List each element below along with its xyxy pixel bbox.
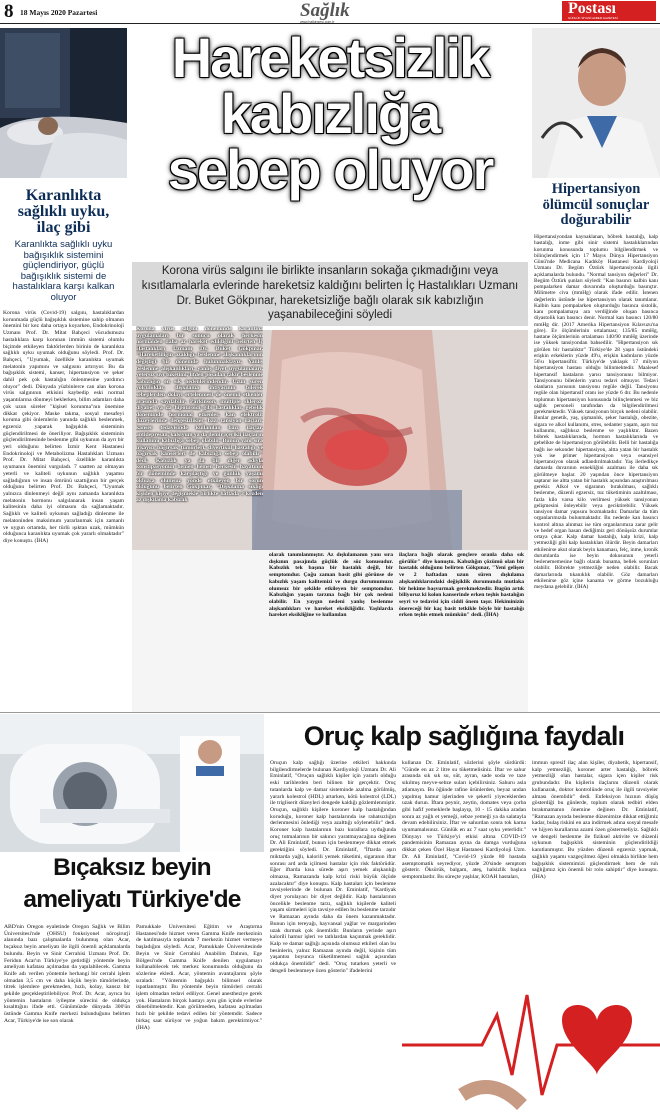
bottom-left-col-1: ABD'nin Oregon eyaletinde Oregon Sağlık ve Bilim Üniversitesi'nde (OHSU) fonksiyonel nöroşirurji alanında bazı çalışmalarda bulunmuş olan Acar, bıçaksız beyin ameliyatı ile ilgili önemli açıklamalarda bulundu. Beyin ve Sinir Cerrahisi Uzmanı Prof. Dr. Feridun Acar'ın Türkiye'ye getirdiği yöntemle beyin ameliyatı kafatası açılmadan da yapılabilecek. Gamma Knife adı verilen yöntemle herhangi bir cerrahi işlem olmadan 3,5 cm ve daha küçük beyin tümörlerinde, titrek işlemlere gerekmeden, hızlı, kolay, kansız bir şekilde gerçekleştirilebiliyor. Prof. Dr. Acar, ayrıca bu yöntemin hastaların iyileşme sürecini de oldukça kısalttığını ifade etti. Günümüzde dünyada 300'ün üstünde Gamma Knife merkezi bulunduğunu belirten Acar, Türkiye'de ise son olarak bbox=[4, 924, 130, 1024]
section-divider bbox=[0, 712, 660, 713]
bottom-right-col-3: immun spresif ilaç alan kişiler, diyabetik, hipertansif, kalp yetmezliği, koroner arter hastalığı, böbrek yetmezliği olan hastalar, sigara içen kişiler risk grubundadır. Bu kişilerin ilaçlarını düzenli olarak kullanarak, doktor kontrolünde oruç ile ilgili tavsiyeler alması önemlidir" dedi. Enfeksiyon hızının düşüş gösterdiği bu günlerde, toplum olarak tedbiri elden bırakmamanın önemine değinen Dr. Eminlatif, "Ramazan ayında beslenme düzenimize dikkat ettiğimiz kadar, bulaş riskini en aza indirmek adına sosyal mesafe ve hijyen kurallarına azami özen göstermeliyiz. Sağlıklı ve dengeli beslenme ile fiziksel aktivite ve düzenli uykunun bağışıklık sisteminin güçlendirildiği kanıtlanmıştır. Bu yüzden düzenli egzersiz yapmak, sağlıklı yaşamı vazgeçilmez öğesi olmakla birlikte hem bağışıklık sistemimizi güçlendirmek hem de ruh sağlığımız için önemli bir rolo sahiptir" diye konuştu. (İHA) bbox=[532, 760, 658, 880]
main-title bbox=[132, 30, 528, 201]
right-headline-line-1: Hipertansiyon bbox=[551, 181, 641, 197]
sleep-photo bbox=[0, 28, 127, 178]
main-col-3: ilaçlara bağlı olarak gençlere oranla daha sık görülür" diye konuştu. Kabızlığın çözümü olan bir hastalık olduğunu belirten Gökpınar, "Yeni gelişen ve 2 haftadan uzun süren dışkılama alışkanlıklarındaki değişiklik durumunda mutlaka bir hekime başvurmak gerekmektedir. Bugün artık biliyoruz ki kolon kanserinde erken teşhis hastalığın seyri ve tedavisi için ciddi önem taşır. Hekiminizin önereceği bir kaç basit tetkikle böyle bir hastalığı erken teşhis etmek mümkün" dedi. (İHA) bbox=[399, 552, 524, 619]
right-body: Hipertansiyondan kaynaklanan, böbrek hastalığı, kalp hastalığı, inme gibi sinir sistemi hastalıklarından korunma konusunda toplumu bilgilendirmek ve bilinçlendirmek için 17 Mayıs Dünya Hipertansiyon Günü'nde Medicana Kadıköy Hastanesi Kardiyoloji Uzmanı Dr. Begüm Öztürk hipertansiyonla ilgili açıklamalarda bulundu. "Normal tansiyon değerleri" Dr. Begüm Öztürk şunları söyledi: "Kan basıncı kalbin kanı pompalarken damar duvarında oluşturduğu basınçtır. Milimetre civa (mmHg) olarak ifade edilir. İstenen değerlerin üstünde ise hipertansiyon olarak tanımlanır. Kalbin kanı pompalarken oluşturduğu basınca sistolik, kanı pompalamaya ara verdiğinde oluşan basınca diyastolik kan basıncı denir. Normal kan basıncı 120/80 mmHg dir. (2017 Amerika Hipertansiyon Kılavuzu'na göre). Ev ölçümlerinin ortalaması; 135/85 mmHg, hastane ölçümlerinin ortalaması 140/90 mmHg üzerinde ise yüksek tansiyondan bahsedilir. "Hipertansiyon sık görülen bir hastalıktır" Türkiye'de 28 yaşın üstündeki erişkin erkeklerin yüzde 49'u, erişkin kadınların yüzde 56'sı hipertansiftir. Türkiye'de yaklaşık 17 milyon hipertansiyon hastası olduğu bilinmektedir. Maalesef hipertansif hastaların yarısı tansiyonunu bilmiyor. Tansiyonunu bilenlerin yarısı tedavi olmuyor. Tedavi olanların yarısının tansiyonu regüle değil. Tansiyonu regüle olan hipertansif oranı ise yüzde 6 dır. Bu nedenle toplumun hipertansiyon konusunda bilinçlenmesi ve biz sağlık personeli tarafından da bilgilendirilmesi gerekmektedir. Yüksek tansiyonun birçok nedeni olabilir. Bunlar genetik, yaş, şişmanlık, şeker hastalığı, obezite, sigara ve alkol kullanımı, stres, sedanter yaşam, aşırı tuz kullanımı, sağlıksız beslenme ve yaşlılıktır. Bazen böbrek hastalıklarında, hormon hastalıklarında ve gebelikte de hipertansiyon görülebilir. Belli bir hastalığa bağlı ise sekonder hipertansiyon, altta yatan bir hastalık yok ise primer hipertansiyon veya esansiyel hipertansiyon olarak adlandırılmaktadır. Yaş ilerledikçe damarda duvarının esnekliğini azalması ile daha sık görülmeye başlar. 20 yaşından önce hipertansiyon saptanır ise altta yatan bir hastalık açısından araştırılması gerekir. Alkol ve sigaranın bırakılması, sağlıklı beslenme, düzenli egzersiz, tuz tüketiminin azaltılması, fazla kilo varsa kilo verilmesi yüksek tansiyonun gelişmesini önleyebilir veya geciktirebilir. Yüksek tansiyon damar yapısını bozmaktadır. Damarlar da tüm organlarımızda bulunmaktadır. Bu nedenle kan basıncı kontrol altına alınmaz ise tüm organlarımıza zarar gelir ve hedef organ hasarı dediğimiz geri dönüşsüz durumlar ortaya çıkar. Kalp damar hastalığı, kalp krizi, kalp yetmezliği gibi kalp hastalıkları ölürdir. Beyin damarları etkilenirse akut olarak beyin kanaması, felç, inme, kronik durumlarda ise beyin dokusunun yeterli beslenememesine bağlı olarak bunama, bellek sorunları olabilir. Böbrekte yetmezliğe neden olabilir. Bacak damarlarında tıkanıklık olabilir. Göz damarları etkilenirse göz içine kanama ve görme bozukluğu meydana gelebilir. (İHA) bbox=[534, 234, 658, 590]
mri-photo-art bbox=[0, 714, 264, 852]
left-body: Korona virüs (Covid-19) salgını, hastalıklardan korunmada güçlü bağışıklık sistemine sahip olmanın önemini bir kez daha ortaya koyarken, Endokrinoloji Uzmanı Prof. Dr. Mitat Bahçeci vücudumuzu hastalıklara karşı korunan immün sistemi olumlu biçimde etkileyen faktörlerden birinin de karanlıkta sağlıklı uyku uyumak olduğunu söyledi. Prof. Dr. Bahçeci, "Uyumak, özellikle karanlıkta uyumak melatonin yapımını ve salgısını artırıyor. Bu da bağışıklık sistemi, kanser, hipertansiyon ve şeker dahil pek çok hastalığın önlenmesine yardımcı oluyor" dedi. Dünyada yüzbinlerce can alan korona virüs salgınının etkisini kaybedip eski normal yaşantılarına dönmeyi beklerken, bilim adamları daha çok uzun süreler "kişisel korunma"nın önemine dikkat çekiyor. Maske takma, sosyal mesafeyi koruma gibi önlemlerin yanında sağlıklı beslenmek, egzersiz yaparak bağışıklık sisteminin güçlendirilmesi de öneriliyor. Bağışıklık sisteminin güçlendirilmesinde beslenme gibi uykunun da ayrı bir yeri olduğunu belirten İzmir Kent Hastanesi Endokrinoloji ve Metabolizma Hastalıkları Uzmanı Prof. Dr. Mitat Bahçeci, özellikle karanlıkta uyumanın önemini vurguladı. 7 saatten az olmayan yeterli ve kaliteli uykunun sağlıklı yaşamsı sağladığının ve insan ömrünü uzattığının bir gerçek olduğunu belirten Prof. Dr. Bahçeci, "Uyumak yalnızca dinlenmeyi değil aynı zamanda karanlıkta melatonin hormonu salgılanarak insan yaşam kalitesinin daha iyi olmasını da sağlamaktadır. Sağlıklı ve kaliteli uykunun sağladığı dinlenme ile melatoninden maksimum yararlanmak için zamanlı ve uygun ortamda, her türlü ışıktan uzak, mümkün olduğunca karanlıkta uyumak çok yararlı olmaktadır" diye konuştu. (İHA) bbox=[3, 310, 124, 544]
brand-name: Postası bbox=[568, 0, 616, 17]
issue-date: 18 Mayıs 2020 Pazartesi bbox=[20, 8, 98, 17]
website: www.halkinsesi.com.tr bbox=[300, 20, 335, 24]
bottom-left-headline-line-2: ameliyatı Türkiye'de bbox=[23, 886, 241, 913]
doctor-photo bbox=[532, 28, 660, 178]
left-headline bbox=[0, 188, 127, 236]
bottom-right-col-2: kullanan Dr. Eminlatif, sözlerini şöyle sürdürdü: "Günde en az 2 litre su tüketmelisiniz. İftar ve sahur arasında sık sık su, süt, ayran, sade soda ve taze sıkılmış meyve-sebze suları içebilirsiniz. Sahuru asla atlamayın. Bu öğünde rafine ürünlerden, beyaz undan yapılmış hamur işlerinden ve şekerli yiyeceklerden uzak durun. İftara peynir, zeytin, domates veya çorba gibi hafif yemeklerle başlayıp, 10 - 15 dakika aradan sonra az yağlı et yemeği, sebze yemeği ya da salatayla devam edebilirsiniz. İftar ve sahurdan sonra tok karna uyumamalısınız. Günlük en az 7 saat uyku yeterlidir." Dünyayı ve Türkiye'yi etkisi altına COVID-19 pandemisinin Ramazan ayına da damga vurduğuna dikkat çeken Özel Hayat Hastanesi Kardiyoloji Uzm. Dr. Ali Eminlatif, "Covid-19 yüzde 80 hastada asemptomatik seyrediyor, yüzde 20'sinde semptom gösterir. Öksürük, balgam, ateş, halsizlik başlıca semptomlardır. Bu süreçte yaşlılar, KOAH hastaları, bbox=[402, 760, 526, 880]
main-title-line-3: sebep oluyor bbox=[167, 138, 493, 201]
main-overlay-text: Korona virüs salgını döneminde karantina uygulamaları bir sonucu olarak herkesin normalden daha az hareket edildiğini belirten İç Hastalıkları Uzmanı Dr. Buket Gökpınar, "Hareketliliğin azaldığı, beslenme alışkanlıklarının değiştiği bir dönemde bulunmaktayız. Yanlış beslenme alışkanlıkları, yanlış diyet uygulamaları, yetersiz sıvı tüketimi, lifden posadan fakir beslenme kabızlığın en sık nedenlerindendir. Uzun süren yolculuklar, dışkılama ihtiyacının bilerek sebeplerden dolayı ertelenmesi de önemli etkenler arasında sayılabilir. Parkinson, multiple skleroz, diyabet ya da hipotiroidi gibi hastalıklar, gebelik döneminde hormonal etkenler, kan elektrolit düzeylerinde dengesizlikler, bazı tansiyon ilaçları, kanser tedavisinde kullanılan bazı ilaçlar, antidepresan, kalsiyum ya da demir içerikli ilaçların kullanımı kabızlığa sebep olabilir. Bunun yanı sıra irkayıcı bağırsak tümörleri, divertikül hastalığı ve bağırsak kanserleri de kabızlığa sebep olabilir" dedi. Kabızlık ya da bir diğer adıyla konstipasyonun hemen hemen herkesin hayatının bir döneminde karşılaştığı ve günlük yaşamı olduzca olumsuz yönde etkileyen bir sorun olduğunu belirten Gökpınar, "Dışkılama sıklığı kişiden kişiye değişmekle birlikte haftada 3 kezden az dışkılama kabızlık bbox=[136, 326, 263, 504]
sleep-photo-art bbox=[0, 28, 127, 178]
left-headline-line-2: sağlıklı uyku, bbox=[17, 203, 110, 220]
main-spot: Korona virüs salgını ile birlikte insanların sokağa çıkmadığını veya kısıtlamalarla evlerinde hareketsiz kaldığını belirten İç Hastalıkları Uzmanı Dr. Buket Gökpınar, hareketsizliğe bağlı olarak sık kabızlığın yaşanabileceğini söyledi bbox=[132, 262, 528, 326]
right-headline-line-3: doğurabilir bbox=[560, 212, 632, 228]
main-title-line-2: kabızlığa bbox=[220, 82, 440, 145]
mri-photo bbox=[0, 714, 264, 852]
doctor-photo-art bbox=[532, 28, 660, 178]
bottom-right-headline: Oruç kalp sağlığına faydalı bbox=[303, 721, 625, 751]
main-hero bbox=[132, 30, 528, 712]
brand-logo bbox=[562, 1, 656, 21]
heart-photo bbox=[402, 975, 660, 1116]
bottom-left-headline-line-1: Bıçaksız beyin bbox=[53, 854, 211, 881]
right-headline-line-2: ölümcül sonuçlar bbox=[542, 196, 650, 213]
bottom-left-col-2: Pamukkale Üniversitesi Eğitim ve Araştırma Hastanesi'nde hizmet veren Gamma Knife merkezinin de katılmasıyla toplamda 7 merkezin hizmet vermeye başladığını söyledi. Acar, Pamukkale Üniversitesinde Beyin ve Sinir Cerrahisi Anabilim Dalının, Ege Bölgesi'nde Gamma Knife denilen uygulamayı kullanabilecek tek merkez konumunda olduğunu da sözlerine ekledi. Acar, yöntemin avantajlarını şöyle sıraladı: "Yöntemin bağışıklı bilimsel olarak ispatlanmıştır. Bu yöntemle beyin tümörleri cerrahi işlem olmadan tedavi ediliyor. Genel anestheziye gerek yok. Hastaların birçok hastayı aynı gün içinde evlerine dönebilmektedir. Kan görülmeden, kafatası açılmadan hızlı bir şekilde tedavi edilen bir yöntemdir. Sadece birkaç saat sürüyor ve yoğun bakım gerektirmiyor." (İHA) bbox=[136, 924, 262, 1031]
brand-tagline: GÜNLÜK SİYASİ HABER GAZETESİ bbox=[568, 16, 618, 20]
bottom-left-headline bbox=[0, 852, 264, 916]
main-title-line-1: Hareketsizlik bbox=[171, 30, 489, 89]
left-headline-line-1: Karanlıkta bbox=[25, 187, 102, 204]
left-headline-line-3: ilaç gibi bbox=[36, 219, 91, 236]
main-col-2: olarak tanımlanmıştır. Az dışkılamanın yanı sıra dışkının pasajında güçlük de söz konusudur. Kabızlık tek başına bir hastalık değil, bir semptomdur. Çoğu zaman basit gibi görünse de kabızlık yaşam kalitemizi ve durgu durumumuzu olumsuz bir şekilde etkileyen bir semptomdur. Kabızlığın yaşam tarzına bağlı bir çok nedeni olabilir. En yaygın nedeni yanlış beslenme alışkanlıkları ve hareket eksikliğidir. Yaşlılarda hareket eksikliğine ve kullanılan bbox=[269, 552, 393, 619]
bottom-right-col-1: Oruçun kalp sağlığı üzerine etkileri hakkında bilgilendirmelerde bulunan Kardiyoloji Uzmanı Dr. Ali Eminlatif, "Oruçun sağlıklı kişiler için yararlı olduğu eski tarihlerden beri bilinen bir gerçektir. Oruç tutanlarda kalp ve damar sisteminde azalma görülmüş, yararlı kolestrol (HDL) artarken, kötü kolestrol (LDL) ile trigliserit düzeyleri dengede kaldığı gözlemlenmiştir. Oruçun, sağlıklı kişilere koroner kalp hastalığından koruduğu, koroner kalp hastalarında ise rahatsızlığın derlenmesini önlediği veya azalttığı söylenebilir" dedi. Koroner kalp hastalarının bazı kurallara uyduğunda oruç tutmalarının bir sakıncı yaratmayacağına değinen Dr. Ali Eminlatif, bunun için beslenmeye dikkat etmek gerektiğini söyledi. Dr. Eminlatif, "İftarda aşırı miktarda yağlı, kalorili yemek tüketimi, sigaranın iftar sonrası ard arda içilmesi hastalar için risk faktörüdür. Eğer iftarda kısa sürede aşırı yemek alışkanlığı olmazsa, Ramazanda kalp krizi riski büyük ölçüde azalacaktır" diye konuştu. Kalp hastaları için beslenme tavsiyelerinde de bulunan Dr. Eminlatif, "Kardiyak diyet yorulayacı bir diyet değildir. Kalp hastalarının öncelikle beslenme tarzı, sağlıklı kişilerde kaliteli yaşam sürmeleri için tavsiye edilen bu beslenme tarzıdır ve Ramazan ayında daha da önem kazanmaktadır. Bunun için tereyağı, hayvansal yağlar ve margarinden uzak durmak çok önemlidir. Bunların yerinde aşırı kalorili hamur işleri ve tatlılardan kaçınmak gereklidir. Kalp ve damar sağlığı açısında olumsuz etkileri olan bu besinlerin, yalnız Ramazan ayında değil, kişinin tüm yaşantısı boyunca tüketilmemesi sağlık açısından oldukça önemlidir" dedi. "Oruç tutarken yeterli ve dengeli beslenmeye özen gösterin" ifadelerini bbox=[270, 760, 396, 974]
page-number: 8 bbox=[4, 1, 14, 22]
heart-photo-art bbox=[402, 975, 660, 1116]
right-headline bbox=[532, 182, 660, 229]
section-title: Sağlık bbox=[300, 0, 350, 21]
left-deck: Karanlıkta sağlıklı uyku bağışıklık sistemini güçlendiriyor, güçlü bağışıklık sistemi de hastalıklara karşı kalkan oluyor bbox=[12, 239, 115, 303]
masthead bbox=[0, 0, 660, 24]
